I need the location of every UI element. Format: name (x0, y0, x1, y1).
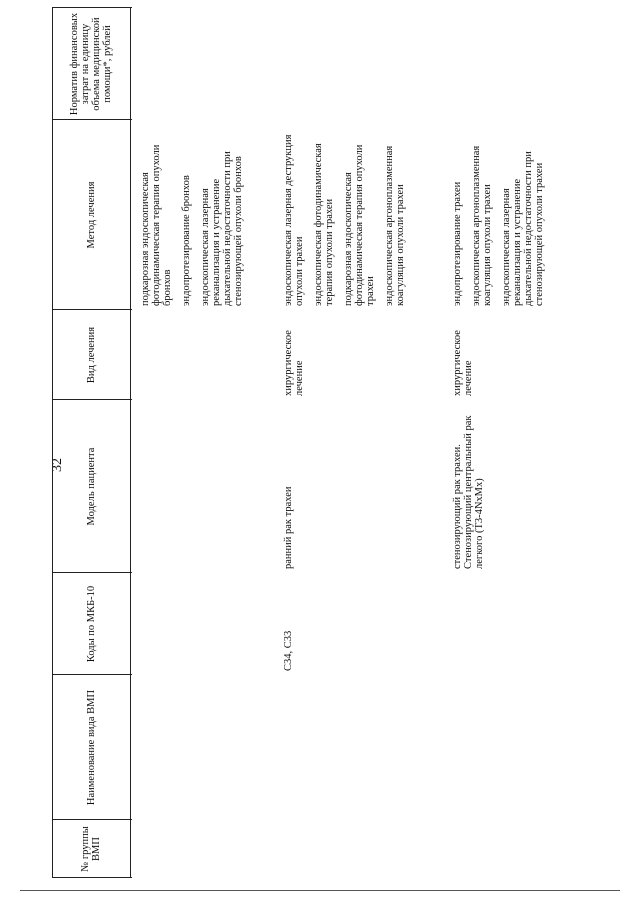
method-item: подкарозная эндоскопическая фотодинамическая терапия опухоли бронхов (140, 144, 173, 306)
col-divider (52, 877, 132, 878)
row3-methods (452, 122, 553, 306)
row2-methods (283, 122, 414, 306)
row3-patient-model: стенозирующий рак трахеи. Стенозирующий центральный рак легкого (T3-4NxMx) (452, 415, 485, 569)
rotated-table (0, 8, 640, 878)
col-divider (52, 674, 132, 675)
page-number: 32 (50, 458, 65, 472)
header-icd-codes: Коды по МКБ-10 (85, 585, 97, 663)
col-divider (52, 399, 132, 400)
method-item: эндопротезирование трахеи (452, 181, 463, 306)
header-norm: Норматив финансовых затрат на единицу объема медицинской помощи*, рублей (69, 12, 113, 116)
method-item: эндоскопическая лазерная реканализация и устранение дыхательной недостаточности при стенозирующей опухоли бронхов (200, 151, 244, 306)
col-divider (52, 7, 132, 8)
header-group-no: № группы ВМП (80, 826, 102, 872)
col-divider (52, 819, 132, 820)
method-item: эндопротезирование бронхов (181, 175, 192, 306)
method-item: эндоскопическая аргоноплазменная коагуляция опухоли трахеи (471, 145, 493, 306)
method-item: подкарозная эндоскопическая фотодинамическая терапия опухоли трахеи (343, 144, 376, 306)
col-divider (52, 119, 132, 120)
header-separator (130, 8, 131, 878)
method-item: эндоскопическая лазерная деструкция опухоли трахеи (283, 134, 305, 306)
table-border-left (52, 8, 53, 878)
method-item: эндоскопическая лазерная реканализация и устранение дыхательной недостаточности при стенозирующей опухоли трахеи (501, 151, 545, 306)
method-item: эндоскопическая аргоноплазменная коагуляция опухоли трахеи (384, 145, 406, 306)
header-vmp-name: Наименование вида ВМП (85, 689, 97, 806)
row2-icd-codes: C34, C33 (283, 630, 294, 671)
col-divider (52, 309, 132, 310)
row2-treatment-type: хирургическое лечение (283, 330, 305, 396)
col-divider (52, 572, 132, 573)
header-method: Метод лечения (85, 181, 97, 249)
row1-methods (140, 122, 252, 306)
header-treatment-type: Вид лечения (85, 326, 97, 384)
row3-treatment-type: хирургическое лечение (452, 330, 474, 396)
method-item: эндоскопическая фотодинамическая терапия опухоли трахеи (313, 143, 335, 306)
row2-patient-model: ранний рак трахеи (283, 486, 294, 569)
header-patient-model: Модель пациента (85, 447, 97, 526)
bottom-rule (20, 890, 620, 891)
